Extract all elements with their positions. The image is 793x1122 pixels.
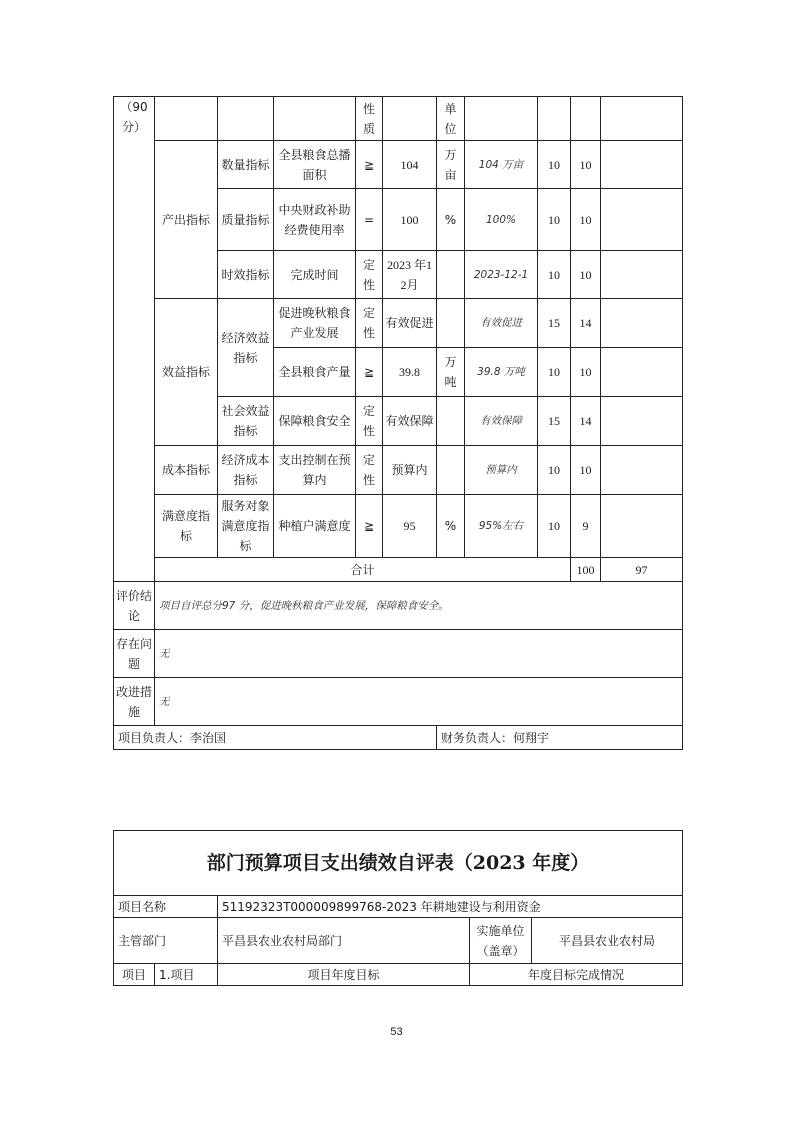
actual-value: 39.8 万吨 xyxy=(465,348,538,397)
operator: 定性 xyxy=(356,397,383,446)
unit xyxy=(437,397,465,446)
score-section-label: （90分） xyxy=(114,97,155,582)
note xyxy=(601,446,683,495)
self-evaluation-form xyxy=(113,830,683,986)
unit xyxy=(437,446,465,495)
score: 9 xyxy=(571,495,601,558)
level2-indicator: 社会效益指标 xyxy=(218,397,274,446)
implementing-unit-label: 实施单位（盖章） xyxy=(470,918,532,964)
unit: 万亩 xyxy=(437,141,465,189)
annual-goal-header: 项目年度目标 xyxy=(218,964,470,986)
note xyxy=(601,251,683,299)
indicator-name: 种植户满意度 xyxy=(274,495,356,558)
actual-value: 100% xyxy=(465,189,538,251)
actual-value: 95%左右 xyxy=(465,495,538,558)
target-value: 有效促进 xyxy=(383,299,437,348)
target-value: 预算内 xyxy=(383,446,437,495)
unit xyxy=(437,299,465,348)
level2-indicator: 经济成本指标 xyxy=(218,446,274,495)
total-score: 97 xyxy=(601,558,683,582)
operator: ≧ xyxy=(356,495,383,558)
issues-row xyxy=(114,630,683,678)
improvements-label: 改进措施 xyxy=(114,678,155,726)
issues-label: 存在问题 xyxy=(114,630,155,678)
score: 14 xyxy=(571,397,601,446)
weight: 10 xyxy=(538,348,571,397)
indicator-name: 完成时间 xyxy=(274,251,356,299)
score: 10 xyxy=(571,446,601,495)
operator: 定性 xyxy=(356,299,383,348)
operator: ≧ xyxy=(356,348,383,397)
indicator-name: 支出控制在预算内 xyxy=(274,446,356,495)
note xyxy=(601,495,683,558)
unit: % xyxy=(437,495,465,558)
unit: 万吨 xyxy=(437,348,465,397)
actual-value: 104 万亩 xyxy=(465,141,538,189)
weight: 10 xyxy=(538,189,571,251)
performance-indicator-table xyxy=(113,96,683,750)
target-value: 100 xyxy=(383,189,437,251)
operator: = xyxy=(356,189,383,251)
operator: 定性 xyxy=(356,251,383,299)
note xyxy=(601,397,683,446)
score: 10 xyxy=(571,251,601,299)
weight: 15 xyxy=(538,397,571,446)
level2-indicator: 时效指标 xyxy=(218,251,274,299)
issues-text: 无 xyxy=(155,630,683,678)
note xyxy=(601,141,683,189)
department-value: 平昌县农业农村局部门 xyxy=(218,918,470,964)
target-value: 有效保障 xyxy=(383,397,437,446)
item-number: 1.项目 xyxy=(155,964,218,986)
goal-completion-header: 年度目标完成情况 xyxy=(470,964,683,986)
finance-lead: 财务负责人：何翔宇 xyxy=(437,726,683,750)
improvements-row xyxy=(114,678,683,726)
total-label: 合计 xyxy=(155,558,571,582)
level2-indicator: 质量指标 xyxy=(218,189,274,251)
note xyxy=(601,299,683,348)
weight: 15 xyxy=(538,299,571,348)
target-value: 95 xyxy=(383,495,437,558)
table-row xyxy=(114,141,683,189)
conclusion-text: 项目自评总分97 分，促进晚秋粮食产业发展，保障粮食安全。 xyxy=(155,582,683,630)
unit: % xyxy=(437,189,465,251)
note xyxy=(601,348,683,397)
nature-header: 性质 xyxy=(356,97,383,141)
indicator-name: 全县粮食总播面积 xyxy=(274,141,356,189)
unit xyxy=(437,251,465,299)
department-label: 主管部门 xyxy=(114,918,218,964)
weight: 10 xyxy=(538,141,571,189)
indicator-name: 中央财政补助经费使用率 xyxy=(274,189,356,251)
level2-indicator: 经济效益指标 xyxy=(218,299,274,397)
item-label: 项目 xyxy=(114,964,155,986)
score: 14 xyxy=(571,299,601,348)
table-row xyxy=(114,495,683,558)
target-value: 2023 年12月 xyxy=(383,251,437,299)
actual-value: 有效促进 xyxy=(465,299,538,348)
note xyxy=(601,189,683,251)
implementing-unit-value: 平昌县农业农村局 xyxy=(532,918,683,964)
actual-value: 有效保障 xyxy=(465,397,538,446)
score: 10 xyxy=(571,348,601,397)
project-name-value: 51192323T000009899768-2023 年耕地建设与利用资金 xyxy=(218,896,683,918)
level2-indicator: 服务对象满意度指标 xyxy=(218,495,274,558)
total-weight: 100 xyxy=(571,558,601,582)
total-row xyxy=(114,558,683,582)
form-title: 部门预算项目支出绩效自评表（2023 年度） xyxy=(114,831,683,896)
weight: 10 xyxy=(538,446,571,495)
conclusion-row xyxy=(114,582,683,630)
target-value: 104 xyxy=(383,141,437,189)
conclusion-label: 评价结论 xyxy=(114,582,155,630)
weight: 10 xyxy=(538,495,571,558)
table-row xyxy=(114,446,683,495)
level1-indicator: 产出指标 xyxy=(155,141,218,299)
level1-indicator: 满意度指标 xyxy=(155,495,218,558)
operator: 定性 xyxy=(356,446,383,495)
actual-value: 预算内 xyxy=(465,446,538,495)
project-lead: 项目负责人：李治国 xyxy=(114,726,437,750)
score: 10 xyxy=(571,189,601,251)
level1-indicator: 效益指标 xyxy=(155,299,218,446)
level2-indicator: 数量指标 xyxy=(218,141,274,189)
table-row xyxy=(114,299,683,348)
signature-row xyxy=(114,726,683,750)
project-name-label: 项目名称 xyxy=(114,896,218,918)
indicator-name: 全县粮食产量 xyxy=(274,348,356,397)
indicator-name: 促进晚秋粮食产业发展 xyxy=(274,299,356,348)
level1-indicator: 成本指标 xyxy=(155,446,218,495)
improvements-text: 无 xyxy=(155,678,683,726)
weight: 10 xyxy=(538,251,571,299)
score: 10 xyxy=(571,141,601,189)
actual-value: 2023-12-1 xyxy=(465,251,538,299)
operator: ≧ xyxy=(356,141,383,189)
indicator-name: 保障粮食安全 xyxy=(274,397,356,446)
page-number: 53 xyxy=(390,1026,403,1038)
unit-header: 单位 xyxy=(437,97,465,141)
target-value: 39.8 xyxy=(383,348,437,397)
